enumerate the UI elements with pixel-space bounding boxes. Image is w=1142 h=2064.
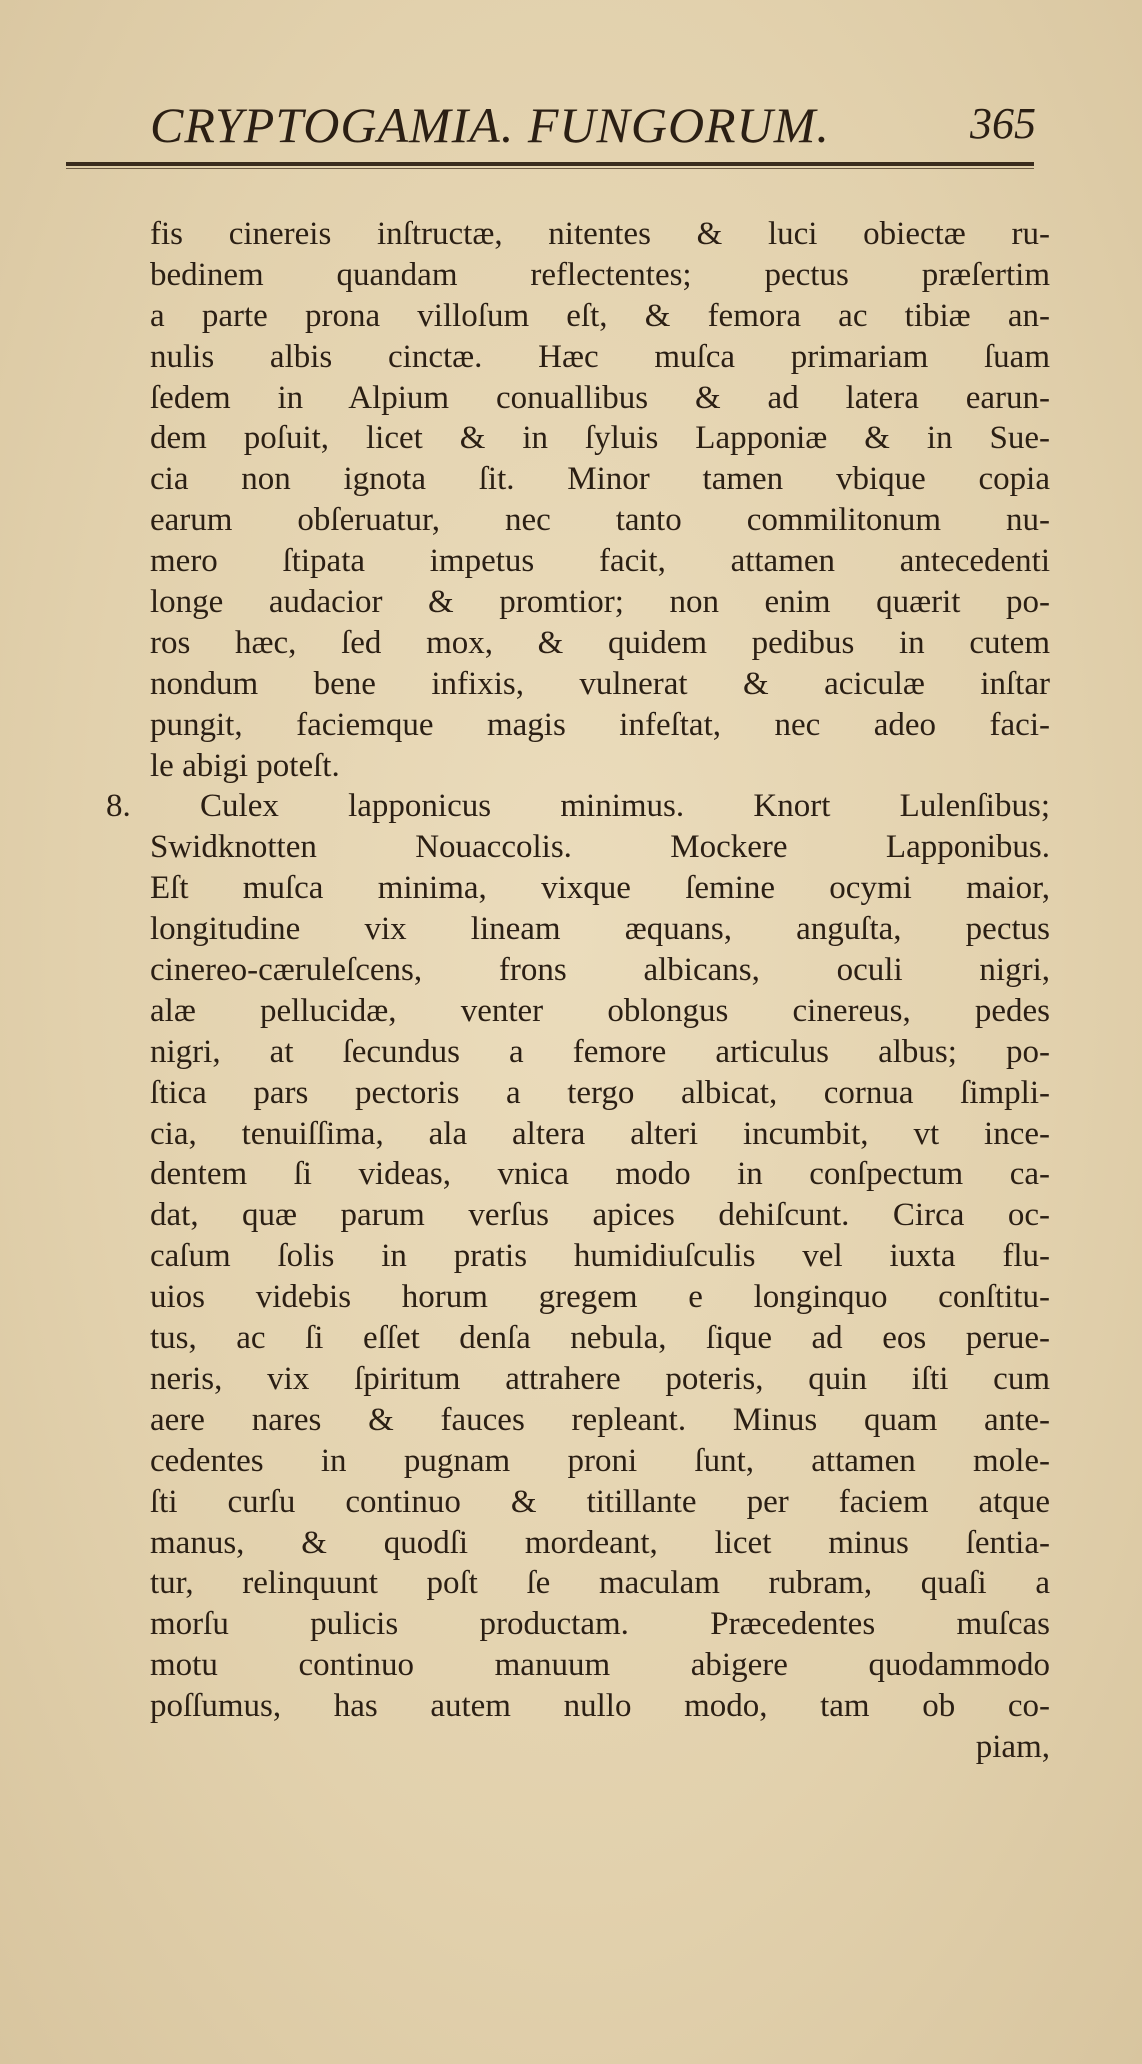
text-line: dentem ſi videas, vnica modo in conſpectum ca- bbox=[150, 1156, 1050, 1193]
text-line: uios videbis horum gregem e longinquo conſtitu- bbox=[150, 1279, 1050, 1316]
text-line: poſſumus, has autem nullo modo, tam ob co- bbox=[150, 1688, 1050, 1725]
text-line: ſtica pars pectoris a tergo albicat, cornua ſimpli- bbox=[150, 1074, 1050, 1111]
text-line: cia, tenuiſſima, ala altera alteri incumbit, vt ince- bbox=[150, 1115, 1050, 1152]
text-line: morſu pulicis productam. Præcedentes muſcas bbox=[150, 1606, 1050, 1643]
text-line: fis cinereis inſtructæ, nitentes & luci obiectæ ru- bbox=[150, 216, 1050, 252]
text-line: Swidknotten Nouaccolis. Mockere Lapponibus. bbox=[150, 829, 1050, 866]
text-line: aere nares & fauces repleant. Minus quam ante- bbox=[150, 1401, 1050, 1438]
species-heading-line: 8. Culex lapponicus minimus. Knort Lulenſibus; bbox=[106, 788, 1050, 825]
text-line: manus, & quodſi mordeant, licet minus ſentia- bbox=[150, 1524, 1050, 1561]
catchword: piam, bbox=[975, 1728, 1050, 1765]
page-header bbox=[150, 96, 1040, 156]
text-line: caſum ſolis in pratis humidiuſculis vel iuxta flu- bbox=[150, 1238, 1050, 1275]
text-line: bedinem quandam reflectentes; pectus præſertim bbox=[150, 256, 1050, 293]
text-line: cedentes in pugnam proni ſunt, attamen mole- bbox=[150, 1442, 1050, 1479]
header-rule bbox=[66, 162, 1034, 166]
text-line: cia non ignota ſit. Minor tamen vbique copia bbox=[150, 461, 1050, 498]
header-rule-thin bbox=[66, 168, 1034, 169]
text-line: dat, quæ parum verſus apices dehiſcunt. Circa oc- bbox=[150, 1197, 1050, 1234]
text-line: a parte prona villoſum eſt, & femora ac tibiæ an- bbox=[150, 297, 1050, 334]
text-line: longitudine vix lineam æquans, anguſta, pectus bbox=[150, 911, 1050, 948]
text-line: le abigi poteſt. bbox=[150, 747, 340, 784]
text-line: ros hæc, ſed mox, & quidem pedibus in cutem bbox=[150, 624, 1050, 661]
text-line: alæ pellucidæ, venter oblongus cinereus, pedes bbox=[150, 992, 1050, 1029]
body-text bbox=[106, 214, 1050, 1768]
text-line: nigri, at ſecundus a femore articulus albus; po- bbox=[150, 1033, 1050, 1070]
text-line: cinereo-cæruleſcens, frons albicans, oculi nigri, bbox=[150, 952, 1050, 989]
page-number: 365 bbox=[970, 99, 1036, 148]
text-line: nulis albis cinctæ. Hæc muſca primariam ſuam bbox=[150, 338, 1050, 375]
text-line: pungit, faciemque magis infeſtat, nec adeo faci- bbox=[150, 706, 1050, 743]
text-line: tus, ac ſi eſſet denſa nebula, ſique ad eos perue- bbox=[150, 1320, 1050, 1357]
text-line: motu continuo manuum abigere quodammodo bbox=[150, 1647, 1050, 1684]
text-line: mero ſtipata impetus facit, attamen antecedenti bbox=[150, 543, 1050, 580]
text-line: earum obſeruatur, nec tanto commilitonum nu- bbox=[150, 502, 1050, 539]
text-line: Eſt muſca minima, vixque ſemine ocymi maior, bbox=[150, 870, 1050, 907]
running-title: CRYPTOGAMIA. FUNGORUM. bbox=[150, 97, 830, 153]
text-line: longe audacior & promtior; non enim quærit po- bbox=[150, 584, 1050, 621]
text-line: tur, relinquunt poſt ſe maculam rubram, quaſi a bbox=[150, 1565, 1050, 1602]
text-line: dem poſuit, licet & in ſyluis Lapponiæ & in Sue- bbox=[150, 420, 1050, 457]
text-line: nondum bene infixis, vulnerat & aciculæ inſtar bbox=[150, 665, 1050, 702]
text-line: neris, vix ſpiritum attrahere poteris, quin iſti cum bbox=[150, 1360, 1050, 1397]
text-line: ſti curſu continuo & titillante per faciem atque bbox=[150, 1483, 1050, 1520]
text-line: ſedem in Alpium conuallibus & ad latera earun- bbox=[150, 379, 1050, 416]
